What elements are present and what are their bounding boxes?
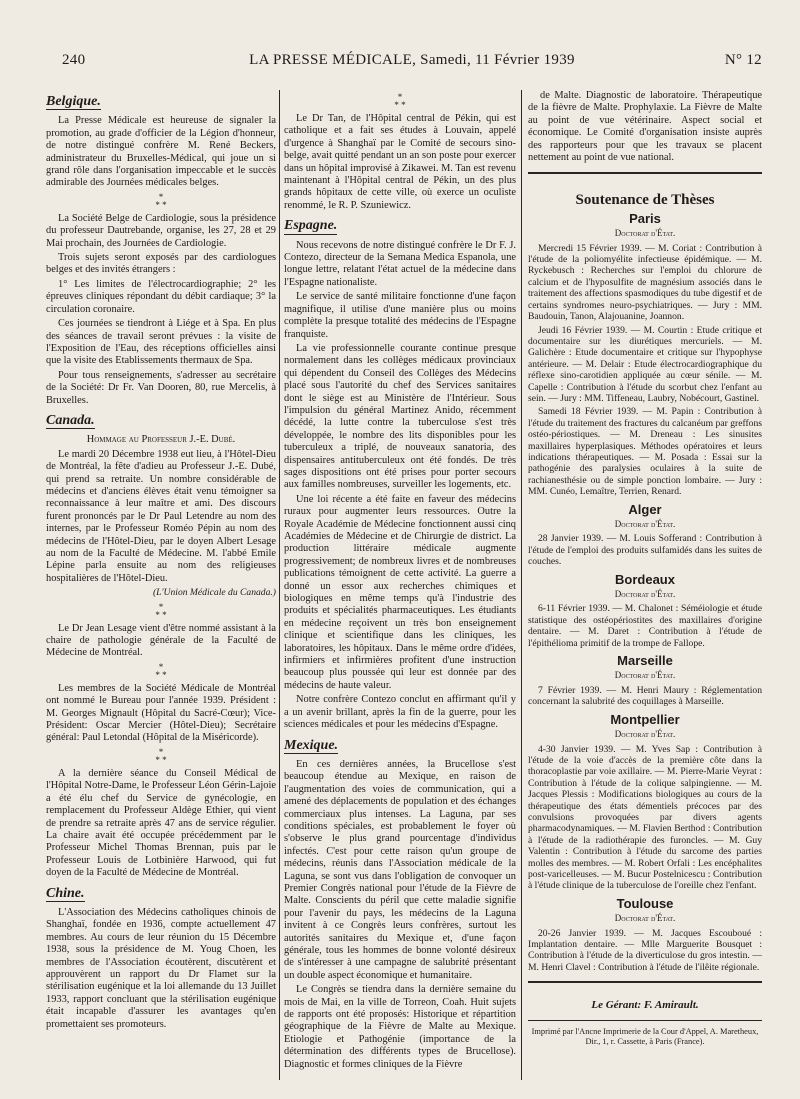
printer-imprint: Imprimé par l'Ancne Imprimerie de la Cour d'Appel, A. Maretheux, Dir., 1, r. Cassette, à Paris (France).: [528, 1020, 762, 1047]
column-rule: [521, 90, 522, 1080]
city-heading-bordeaux: Bordeaux: [615, 571, 675, 587]
separator-stars: * * *: [155, 746, 167, 765]
separator-stars: * * *: [155, 661, 167, 680]
section-title-mexique: Mexique.: [284, 737, 339, 753]
section-title-espagne: Espagne.: [284, 218, 338, 234]
thesis-entry: Jeudi 16 Février 1939. — M. Courtin : Etude critique et documentaire sur les diurétiques mercuriels. — M. Galichère : Etude documentaire et critique sur l'hypophyse antérieure. — M. Delair : Etude électrocardiographique du réflexe sino-carotidien appliquée au cœur sénile. — M. Capelle : Contribution à l'étude du scorbut chez l'enfant au sein. — Jury : MM. Tiffeneau, Laubry, Nobécourt, Gastinel.: [528, 324, 762, 404]
page-number: 240: [62, 52, 86, 68]
thesis-entry: 28 Janvier 1939. — M. Louis Sofferand : Contribution à l'étude de l'emploi des produits sulfamidés dans les suites de couches.: [528, 533, 762, 568]
doctorat-label: Doctorat d'État.: [614, 228, 676, 239]
gerant-signature: Le Gérant: F. Amirault.: [591, 999, 699, 1012]
source-credit: (L'Union Médicale du Canada.): [152, 587, 276, 599]
paragraph: La Société Belge de Cardiologie, sous la présidence du professeur Dautrebande, organise, les 27, 28 et 29 Mai prochain, des Journées de Cardiologie.: [46, 212, 276, 249]
paragraph: Le Congrès se tiendra dans la dernière semaine du mois de Mai, en la ville de Torreon, Coah. Huit sujets de rapports ont été proposés: Historique et répartition géographique de la Fièvre de Malte au Mexique. Etiologie et Pathogénie (importance de la détermination des différents types de Brucellose). Diagnostic et formes cliniques de la Fièvre: [284, 984, 516, 1070]
doctorat-label: Doctorat d'État.: [614, 519, 676, 529]
thesis-entry: 6-11 Février 1939. — M. Chalonet : Séméiologie et étude statistique des ostéopériostites des maxillaires d'origine dentaire. — M. Daret : Contribution à l'étude de l'épithélioma primitif de la trompe de Fallope.: [528, 603, 762, 649]
section-title-canada: Canada.: [46, 412, 95, 428]
separator-stars: * * *: [394, 92, 406, 110]
thesis-entry: 7 Février 1939. — M. Henri Maury : Réglementation concernant la salubrité des coquillages à Marseille.: [528, 684, 762, 708]
paragraph: Le Dr Tan, de l'Hôpital central de Pékin, qui est catholique et a fait ses études à Louvain, appelé d'urgence à Shanghaï par le Comité de secours sino-belge, avait quitté pendant un an son poste pour exercer dans un hôpital improvisé à Zikawei. M. Tan est revenu maintenant à l'Hôpital central de Pékin, un des plus grands hôpitaux de cette ville, où exerce un oculiste renommé, le R. P. Szuniewicz.: [284, 113, 516, 211]
thesis-entry: Samedi 18 Février 1939. — M. Papin : Contribution à l'étude du traitement des fractures du calcanéum par greffons ostéo-périostiques. — M. Dreneau : Les sinusites maxillaires hyperplasiques. Méthodes opératoires et leurs indications thérapeutiques. — M. Posada : Essai sur la pathogénie des paralysies oculaires à la suite de rachianesthésie ou de simple ponction lombaire. — Jury : MM. Cunéo, Lemaître, Terrien, Renard.: [528, 406, 762, 498]
paragraph: A la dernière séance du Conseil Médical de l'Hôpital Notre-Dame, le Professeur Léon Gérin-Lajoie a été élu chef du Service de gynécologie, en remplacement du Professeur Aldège Ethier, qui vient de prendre sa retraite après 47 ans de service régulier. La chaire avait été occupée précédemment par le Professeur Michel Thomas Brennan, puis par le Professeur Louis de Lotbinière Harwood, qui fut doyen de la Faculté de Médecine de Montréal.: [46, 767, 276, 879]
thesis-entry: 4-30 Janvier 1939. — M. Yves Sap : Contribution à l'étude de la voie d'accès de la première côte dans la thoracoplastie par voie axillaire. — M. Pierre-Marie Veyrat : Contribution à l'étude de la colique salpingienne. — M. Jacques Plessis : Modifications biologiques au cours de la thérapeutique des états démentiels précoces par des convulsions provoquées par divers agents pharmacodynamiques. — M. Flavien Berthod : Contribution à l'étude de la radiothérapie des furoncles. — M. Guy Valentin : Contribution à l'étude du sarcome des parties molles des membres. — M. Robert Orfali : Les encéphalites post-varicelleuses. — M. Bucur Postelnicescu : Contribution à l'étude clinique de la tuberculose de l'oreille chez l'enfant.: [528, 743, 762, 892]
paragraph: 1° Les limites de l'électrocardiographie; 2° les épreuves cliniques répondant du débit cardiaque; 3° la circulation coronaire.: [46, 278, 276, 315]
paragraph: La vie professionnelle courante continue presque normalement dans les collèges médicaux provinciaux qui dépendent du Conseil des Collèges des Médecins placé sous l'autorité du chef des Services sanitaires dont le siège est au Ministère de l'Intérieur. Sous l'impulsion du général Martinez Anido, récemment décédé, la lutte contre la tuberculose s'est très développée, le nombre des lits disponibles pour les tuberculeux a triplé, de nouveaux sanatoria, des dispensaires antituberculeux ont été fondés. De très sages dispositions ont été prises pour porter secours aux familles nombreuses, surveiller les logements, etc.: [284, 342, 516, 491]
paragraph: Notre confrère Contezo conclut en affirmant qu'il y a un avenir brillant, après la fin de la guerre, pour les sciences médicales et pour les médecins d'Espagne.: [284, 694, 516, 731]
doctorat-label: Doctorat d'État.: [614, 589, 676, 600]
section-title-belgique: Belgique.: [46, 94, 101, 109]
section-divider: [528, 981, 762, 983]
separator-stars: * * *: [155, 191, 167, 210]
doctorat-label: Doctorat d'État.: [614, 670, 676, 681]
city-heading-toulouse: Toulouse: [616, 895, 674, 911]
theses-title: Soutenance de Thèses: [575, 192, 715, 209]
city-heading-paris: Paris: [629, 210, 661, 226]
issue-number: N° 12: [724, 52, 762, 68]
paragraph: La Presse Médicale est heureuse de signaler la promotion, au grade d'officier de la Légion d'honneur, de notre distingué confrère M. René Beckers, administrateur du Bruxelles-Médical, qui joue un si grand rôle dans l'organisation impeccable et le succès admirable des Journées médicales belges.: [46, 115, 276, 189]
paragraph: de Malte. Diagnostic de laboratoire. Thérapeutique de la fièvre de Malte. Prophylaxie. La Fièvre de Malte au point de vue vétérinaire. Aspect social et économique. Le Comité d'organisation insiste auprès des rapporteurs pour que les travaux se placent nettement au point de vue national.: [528, 90, 762, 164]
thesis-entry: Mercredi 15 Février 1939. — M. Coriat : Contribution à l'étude de la poliomyélite infectieuse épidémique. — M. Ryckebusch : Recherches sur l'emploi du chlorure de calcium et de l'hyposulfite de magnésium associés dans le traitement des affections spasmodiques du tube digestif et de certains syndromes neuro-psychiatriques. — Jury : MM. Baudouin, Tanon, Alajouanine, Joannon.: [528, 242, 762, 323]
paragraph: Nous recevons de notre distingué confrère le Dr F. J. Contezo, directeur de la Semana Medica Espanola, une longue lettre, relatant l'état actuel de la médecine dans l'Espagne nationaliste.: [284, 239, 516, 288]
paragraph: Le service de santé militaire fonctionne d'une façon magnifique, il utilise d'une manière plus ou moins complète la presque totalité des médecins de l'Espagne franquiste.: [284, 291, 516, 340]
column-1: [46, 90, 276, 1033]
journal-title: LA PRESSE MÉDICALE, Samedi, 11 Février 1939: [249, 52, 575, 68]
paragraph: Pour tous renseignements, s'adresser au secrétaire de la Société: Dr Fr. Van Dooren, 80, rue Mercelis, à Bruxelles.: [46, 369, 276, 406]
paragraph: Le Dr Jean Lesage vient d'être nommé assistant à la chaire de pathologie générale de la Faculté de Médecine de Montréal.: [46, 622, 276, 659]
section-title-chine: Chine.: [46, 885, 85, 901]
doctorat-label: Doctorat d'État.: [614, 913, 676, 924]
column-rule: [279, 90, 280, 1080]
city-heading-montpellier: Montpellier: [610, 711, 680, 727]
column-3: [528, 90, 762, 1047]
paragraph: Une loi récente a été faite en faveur des médecins ruraux pour augmenter leurs ressources. Outre la Royale Académie de Médecine fonctionnent aussi cinq Académies de Médecine et de Chirurgie de district. La production littéraire médicale augmente progressivement; de nombreux livres et de nombreuses publications témoignent de cette activité. La guerre a donné un essor aux recherches chimiques et biologiques en même temps qu'à l'industrie des produits et spécialités pharmaceutiques. Les étudiants en médecine reçoivent un très bon enseignement clinique et scientifique dans les cliniques, les laboratoires, les hôpitaux. Dans le même ordre d'idées, infirmiers et infirmières profitent d'une instruction beaucoup plus poussée qui leur est donnée par des médecins de haute valeur.: [284, 493, 516, 691]
paragraph: L'Association des Médecins catholiques chinois de Shanghaï, fondée en 1936, compte actuellement 47 membres. Au cours de leur réunion du 15 Décembre 1938, sous la présidence de M. Youg Choen, les membres de l'Association écoutèrent, discutèrent et approuvèrent un rapport du Dr Flamet sur la stérilisation eugénique et la loi allemande du 13 Juillet 1933, rapport concluant que la stérilisation eugénique était incapable d'assurer les avantages qu'en promettaient ses promoteurs.: [46, 906, 276, 1030]
paragraph: Les membres de la Société Médicale de Montréal ont nommé le Bureau pour l'année 1939. Président : M. Georges Mignault (Hôpital du Sacré-Cœur); Vice-Président: Oscar Mercier (Hôtel-Dieu); Secrétaire général: Paul Letondal (Hôpital de la Miséricorde).: [46, 682, 276, 744]
page-header: [62, 50, 762, 76]
section-divider: [528, 172, 762, 174]
paragraph: Trois sujets seront exposés par des cardiologues belges et des invités étrangers :: [46, 252, 276, 276]
paragraph: En ces dernières années, la Brucellose s'est beaucoup étendue au Mexique, en raison de l'augmentation des voies de communication, qui a amené des déplacements de population et des échanges commerciaux plus intenses. La Laguna, par ses conditions spéciales, est probablement le foyer où s'observe le plus grand pourcentage d'individus infectés. C'est pour cette raison qu'un groupe de médecins, réunis dans l'Association médicale de la Laguna, se sont vus dans l'obligation de convoquer un Premier Congrès national pour l'étude de la Fièvre de Malte. Conscients du péril que cette maladie signifie pour l'avenir du pays, les médecins de la Laguna invitent à ce Congrès leurs confrères, surtout les autorités sanitaires du Mexique et, d'une façon générale, tous les hommes de bonne volonté désireux de s'intéresser à une campagne de salubrité présentant un double aspect économique et humanitaire.: [284, 758, 516, 981]
column-2: [284, 90, 516, 1073]
city-heading-alger: Alger: [628, 501, 662, 517]
city-heading-marseille: Marseille: [617, 653, 673, 669]
thesis-entry: 20-26 Janvier 1939. — M. Jacques Escouboué : Implantation dentaire. — Mlle Marguerite Bousquet : Contribution à l'étude de la diverticulose du gros intestin. — M. Henri Clavel : Contribution à l'étude de l'ilêite régionale.: [528, 927, 762, 973]
paragraph: Ces journées se tiendront à Liége et à Spa. En plus des séances de travail seront prévues : la visite de l'Exposition de l'Eau, des réceptions officielles ainsi que la visite des Etablissements thermaux de Spa.: [46, 318, 276, 367]
doctorat-label: Doctorat d'État.: [614, 729, 676, 740]
paragraph: Le mardi 20 Décembre 1938 eut lieu, à l'Hôtel-Dieu de Montréal, la fête d'adieu au Professeur J.-E. Dubé, qui prend sa retraite. Un nombre considérable de médecins et d'anciens élèves était venu témoigner sa reconnaissance à leur maître et ami. Des discours furent prononcés par le Dr Paul Letendre au nom des internes, par le Professeur Roméo Pépin au nom des médecins de l'Hôtel-Dieu, par le doyen Albert Lesage au nom de la Faculté de Médecine. M. l'abbé Emile Lépine parla ensuite au nom des religieuses hospitalières de l'Hôtel-Dieu.: [46, 448, 276, 584]
subheading: Hommage au Professeur J.-E. Dubé.: [86, 434, 236, 446]
separator-stars: * * *: [155, 601, 167, 620]
